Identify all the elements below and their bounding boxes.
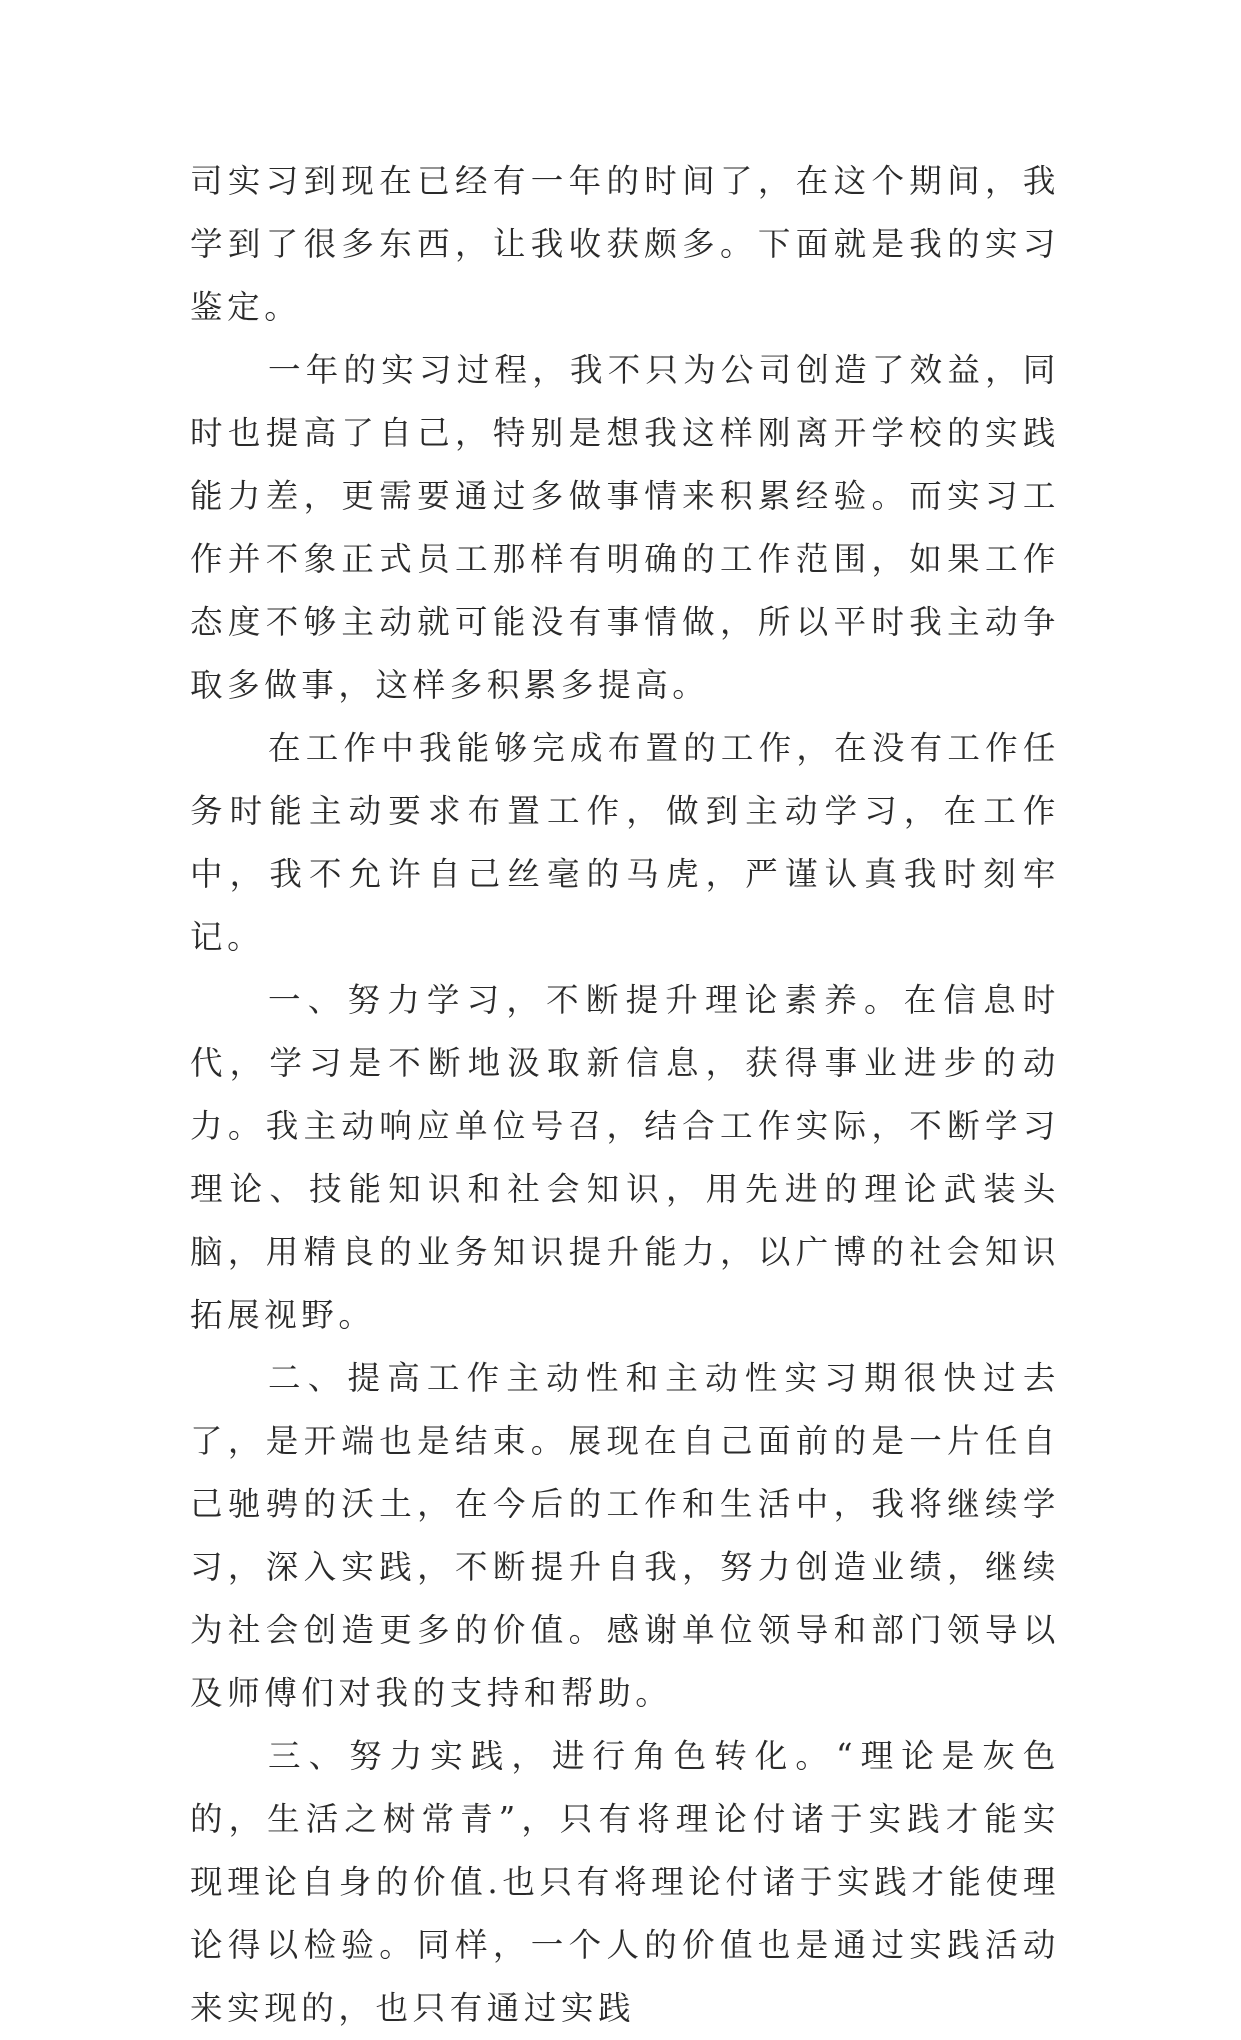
paragraph-work-attitude: 在工作中我能够完成布置的工作，在没有工作任务时能主动要求布置工作，做到主动学习，在工作中，我不允许自己丝毫的马虎，严谨认真我时刻牢记。: [190, 729, 1060, 956]
paragraph-point-two: 二、提高工作主动性和主动性实习期很快过去了，是开端也是结束。展现在自己面前的是一片任自己驰骋的沃土，在今后的工作和生活中，我将继续学习，深入实践，不断提升自我，努力创造业绩，继续为社会创造更多的价值。感谢单位领导和部门领导以及师傅们对我的支持和帮助。: [190, 1359, 1060, 1712]
paragraph-continuation: 司实习到现在已经有一年的时间了，在这个期间，我学到了很多东西，让我收获颇多。下面就是我的实习鉴定。: [190, 162, 1060, 326]
document-body: [190, 150, 1060, 2040]
paragraph-point-three: 三、努力实践，进行角色转化。“理论是灰色的，生活之树常青”，只有将理论付诸于实践才能实现理论自身的价值.也只有将理论付诸于实践才能使理论得以检验。同样，一个人的价值也是通过实践活动来实现的，也只有通过实践: [190, 1737, 1060, 2027]
paragraph-point-one: 一、努力学习，不断提升理论素养。在信息时代，学习是不断地汲取新信息，获得事业进步的动力。我主动响应单位号召，结合工作实际，不断学习理论、技能知识和社会知识，用先进的理论武装头脑，用精良的业务知识提升能力，以广博的社会知识拓展视野。: [190, 981, 1060, 1334]
paragraph-internship-process: 一年的实习过程，我不只为公司创造了效益，同时也提高了自己，特别是想我这样刚离开学校的实践能力差，更需要通过多做事情来积累经验。而实习工作并不象正式员工那样有明确的工作范围，如果工作态度不够主动就可能没有事情做，所以平时我主动争取多做事，这样多积累多提高。: [190, 351, 1060, 704]
